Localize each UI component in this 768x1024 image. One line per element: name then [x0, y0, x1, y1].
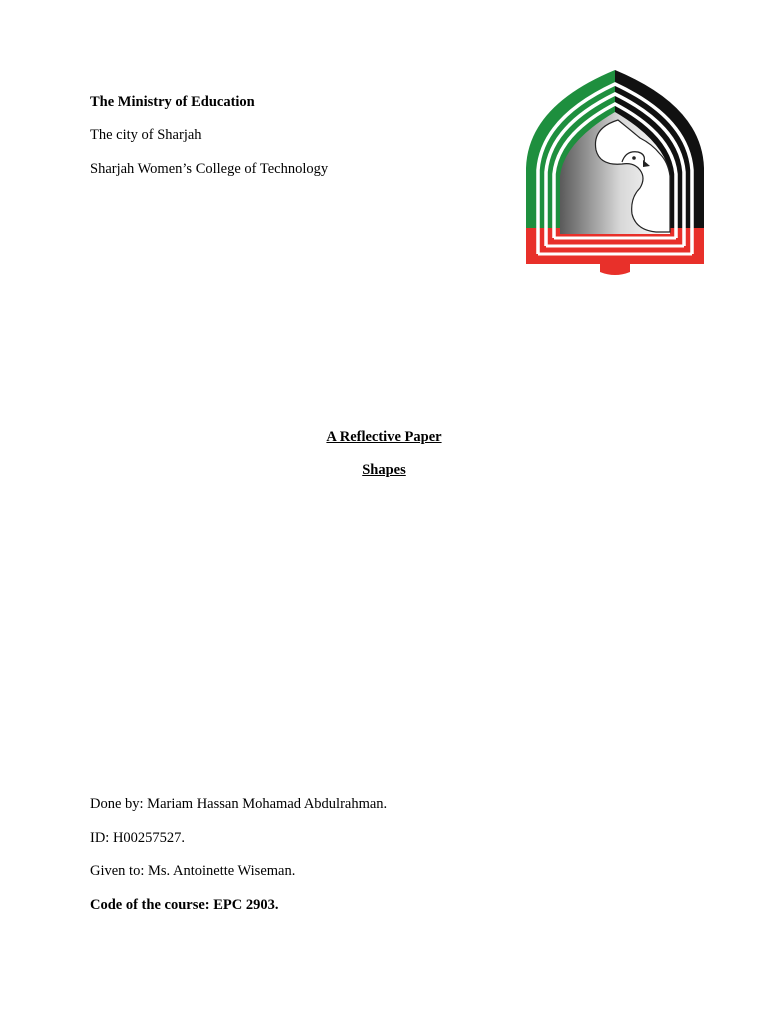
college-line: Sharjah Women’s College of Technology: [90, 161, 329, 177]
instructor-line: Given to: Ms. Antoinette Wiseman.: [90, 863, 296, 879]
paper-subtitle: Shapes: [362, 462, 406, 478]
city-line: The city of Sharjah: [90, 127, 202, 143]
course-code-line: Code of the course: EPC 2903.: [90, 897, 279, 913]
paper-title: A Reflective Paper: [326, 429, 442, 445]
ministry-heading: The Ministry of Education: [90, 94, 255, 110]
student-id-line: ID: H00257527.: [90, 830, 186, 846]
author-line: Done by: Mariam Hassan Mohamad Abdulrahman.: [90, 796, 388, 812]
college-emblem-falcon-icon: [522, 66, 708, 280]
